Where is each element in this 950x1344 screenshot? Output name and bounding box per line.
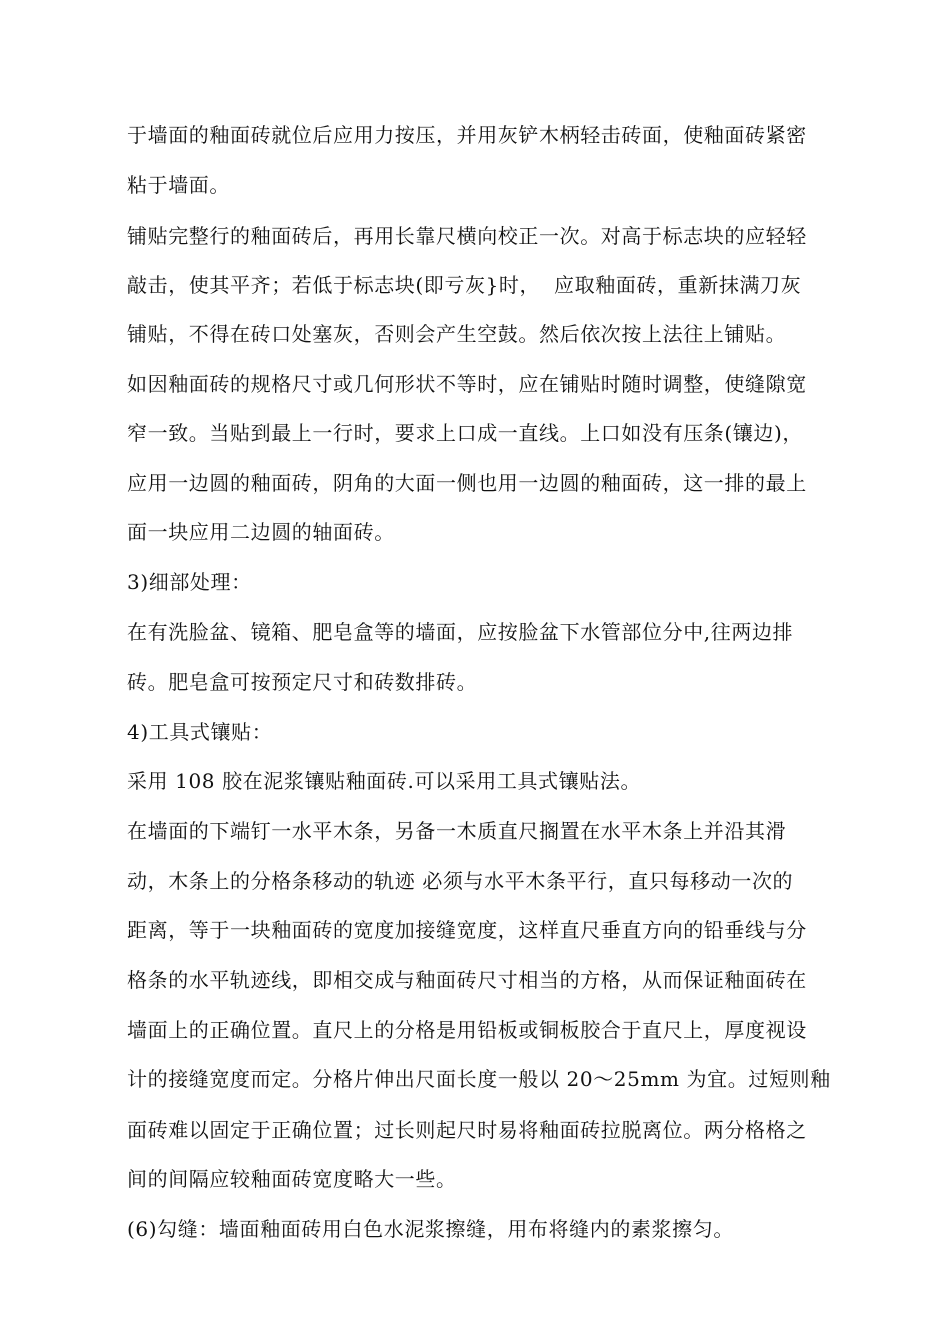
text-line: 格条的水平轨迹线，即相交成与釉面砖尺寸相当的方格，从而保证釉面砖在 (127, 968, 807, 992)
text-line: 计的接缝宽度而定。分格片伸出尺面长度一般以 20～25mm 为宜。过短则釉 (127, 1067, 831, 1091)
text-line: 铺贴完整行的釉面砖后，再用长靠尺横向校正一次。对高于标志块的应轻轻 (127, 224, 807, 248)
text-line: 敲击，使其平齐；若低于标志块(即亏灰}时， 应取釉面砖，重新抹满刀灰 (127, 273, 802, 297)
text-line: 动，木条上的分格条移动的轨迹 必须与水平木条平行，直只每移动一次的 (127, 869, 794, 893)
text-line: 面一块应用二边圆的轴面砖。 (127, 520, 395, 544)
text-line: 墙面上的正确位置。直尺上的分格是用铅板或铜板胶合于直尺上，厚度视设 (127, 1018, 807, 1042)
text-line: 采用 108 胶在泥浆镶贴釉面砖.可以采用工具式镶贴法。 (127, 769, 642, 793)
text-line: 铺贴，不得在砖口处塞灰，否则会产生空鼓。然后依次按上法往上铺贴。 (127, 322, 787, 346)
text-line: 间的间隔应较釉面砖宽度略大一些。 (127, 1167, 457, 1191)
text-line: 面砖难以固定于正确位置；过长则起尺时易将釉面砖拉脱离位。两分格格之 (127, 1118, 807, 1142)
text-line: 粘于墙面。 (127, 173, 230, 197)
text-line: 于墙面的釉面砖就位后应用力按压，并用灰铲木柄轻击砖面，使釉面砖紧密 (127, 123, 807, 147)
section-heading: 4)工具式镶贴： (127, 720, 273, 744)
section-heading: 3)细部处理： (127, 570, 252, 594)
section-heading: (6)勾缝：墙面釉面砖用白色水泥浆擦缝，用布将缝内的素浆擦匀。 (127, 1217, 734, 1241)
text-line: 距离，等于一块釉面砖的宽度加接缝宽度，这样直尺垂直方向的铅垂线与分 (127, 918, 807, 942)
text-line: 如因釉面砖的规格尺寸或几何形状不等时，应在铺贴时随时调整，使缝隙宽 (127, 372, 807, 396)
text-line: 在墙面的下端钉一水平木条，另备一木质直尺搁置在水平木条上并沿其滑 (127, 819, 787, 843)
text-line: 应用一边圆的釉面砖，阴角的大面一侧也用一边圆的釉面砖，这一排的最上 (127, 471, 807, 495)
text-line: 在有洗脸盆、镜箱、肥皂盒等的墙面，应按脸盆下水管部位分中,往两边排 (127, 620, 794, 644)
text-line: 窄一致。当贴到最上一行时，要求上口成一直线。上口如没有压条(镶边)， (127, 421, 804, 445)
text-line: 砖。肥皂盒可按预定尺寸和砖数排砖。 (127, 670, 478, 694)
